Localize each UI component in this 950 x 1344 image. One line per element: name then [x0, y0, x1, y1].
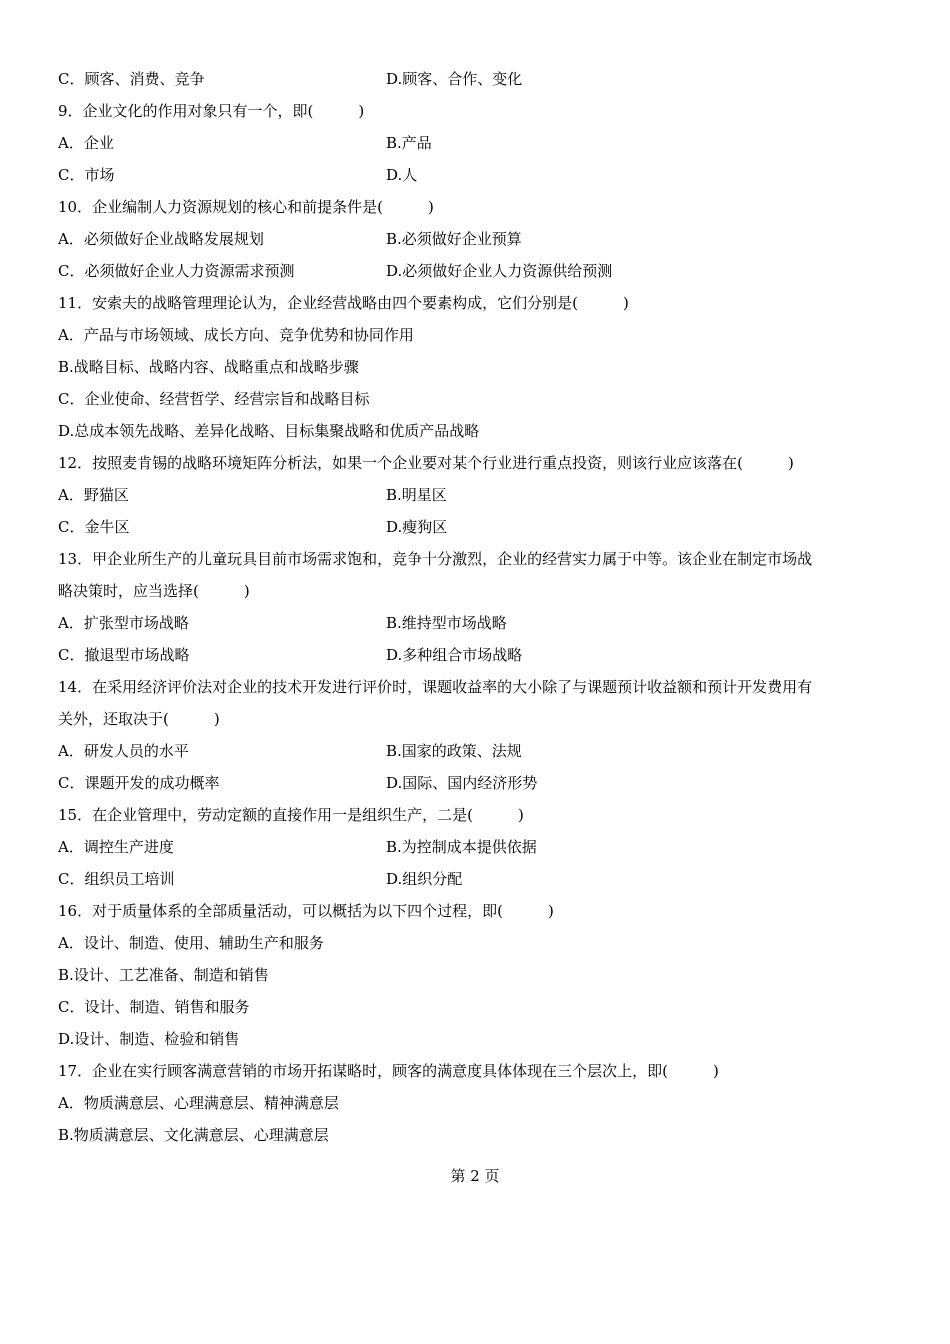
- option-left: C．市场: [58, 166, 115, 184]
- text-line: 15．在企业管理中，劳动定额的直接作用一是组织生产，二是( ): [58, 806, 524, 824]
- option-row: [58, 127, 898, 159]
- option-left: A．必须做好企业战略发展规划: [58, 230, 264, 248]
- option-left: A．野猫区: [58, 486, 129, 504]
- option-left: C．组织员工培训: [58, 870, 175, 888]
- document-body: [58, 63, 898, 1151]
- text-line: 9．企业文化的作用对象只有一个，即( ): [58, 102, 365, 120]
- option-row: [58, 863, 898, 895]
- option-row: [58, 831, 898, 863]
- option-right: D.多种组合市场战略: [386, 646, 523, 664]
- option-left: C．必须做好企业人力资源需求预测: [58, 262, 295, 280]
- option-left: A．企业: [58, 134, 114, 152]
- text-line: 12．按照麦肯锡的战略环境矩阵分析法，如果一个企业要对某个行业进行重点投资，则该行业应该落在( ): [58, 454, 794, 472]
- option-right: D.国际、国内经济形势: [386, 774, 538, 792]
- option-left: C．金牛区: [58, 518, 130, 536]
- option-row: [58, 159, 898, 191]
- option-row: [58, 63, 898, 95]
- text-line: C．企业使命、经营哲学、经营宗旨和战略目标: [58, 390, 370, 408]
- option-left: A．调控生产进度: [58, 838, 174, 856]
- option-right: B.产品: [386, 134, 432, 152]
- option-left: A．扩张型市场战略: [58, 614, 189, 632]
- text-line: 14．在采用经济评价法对企业的技术开发进行评价时，课题收益率的大小除了与课题预计收益额和预计开发费用有: [58, 678, 813, 696]
- option-right: D.必须做好企业人力资源供给预测: [386, 262, 613, 280]
- option-row: [58, 223, 898, 255]
- option-row: [58, 639, 898, 671]
- text-line: 16．对于质量体系的全部质量活动，可以概括为以下四个过程，即( ): [58, 902, 554, 920]
- option-left: C．顾客、消费、竞争: [58, 70, 205, 88]
- text-line: B.设计、工艺准备、制造和销售: [58, 966, 269, 984]
- option-row: [58, 735, 898, 767]
- option-right: D.人: [386, 166, 418, 184]
- option-right: B.国家的政策、法规: [386, 742, 522, 760]
- option-row: [58, 479, 898, 511]
- option-right: D.顾客、合作、变化: [386, 70, 523, 88]
- text-line: 11．安索夫的战略管理理论认为，企业经营战略由四个要素构成，它们分别是( ): [58, 294, 629, 312]
- option-row: [58, 511, 898, 543]
- option-right: D.组织分配: [386, 870, 463, 888]
- option-right: B.为控制成本提供依据: [386, 838, 537, 856]
- text-line: B.物质满意层、文化满意层、心理满意层: [58, 1126, 329, 1144]
- option-left: C．撤退型市场战略: [58, 646, 190, 664]
- text-line: 17．企业在实行顾客满意营销的市场开拓谋略时，顾客的满意度具体体现在三个层次上，即( ): [58, 1062, 719, 1080]
- option-left: C．课题开发的成功概率: [58, 774, 220, 792]
- text-line: A．物质满意层、心理满意层、精神满意层: [58, 1094, 339, 1112]
- text-line: A．设计、制造、使用、辅助生产和服务: [58, 934, 324, 952]
- text-line: 略决策时，应当选择( ): [58, 582, 250, 600]
- text-line: D.设计、制造、检验和销售: [58, 1030, 240, 1048]
- option-row: [58, 255, 898, 287]
- text-line: D.总成本领先战略、差异化战略、目标集聚战略和优质产品战略: [58, 422, 480, 440]
- option-right: B.维持型市场战略: [386, 614, 507, 632]
- text-line: 10．企业编制人力资源规划的核心和前提条件是( ): [58, 198, 434, 216]
- option-right: D.瘦狗区: [386, 518, 448, 536]
- text-line: A．产品与市场领域、成长方向、竞争优势和协同作用: [58, 326, 414, 344]
- text-line: C．设计、制造、销售和服务: [58, 998, 250, 1016]
- option-right: B.明星区: [386, 486, 447, 504]
- option-right: B.必须做好企业预算: [386, 230, 522, 248]
- option-row: [58, 767, 898, 799]
- option-row: [58, 607, 898, 639]
- text-line: 13．甲企业所生产的儿童玩具目前市场需求饱和，竞争十分激烈，企业的经营实力属于中等。该企业在制定市场战: [58, 550, 813, 568]
- option-left: A．研发人员的水平: [58, 742, 189, 760]
- page-footer: 第 2 页: [450, 1167, 500, 1185]
- text-line: B.战略目标、战略内容、战略重点和战略步骤: [58, 358, 359, 376]
- text-line: 关外，还取决于( ): [58, 710, 220, 728]
